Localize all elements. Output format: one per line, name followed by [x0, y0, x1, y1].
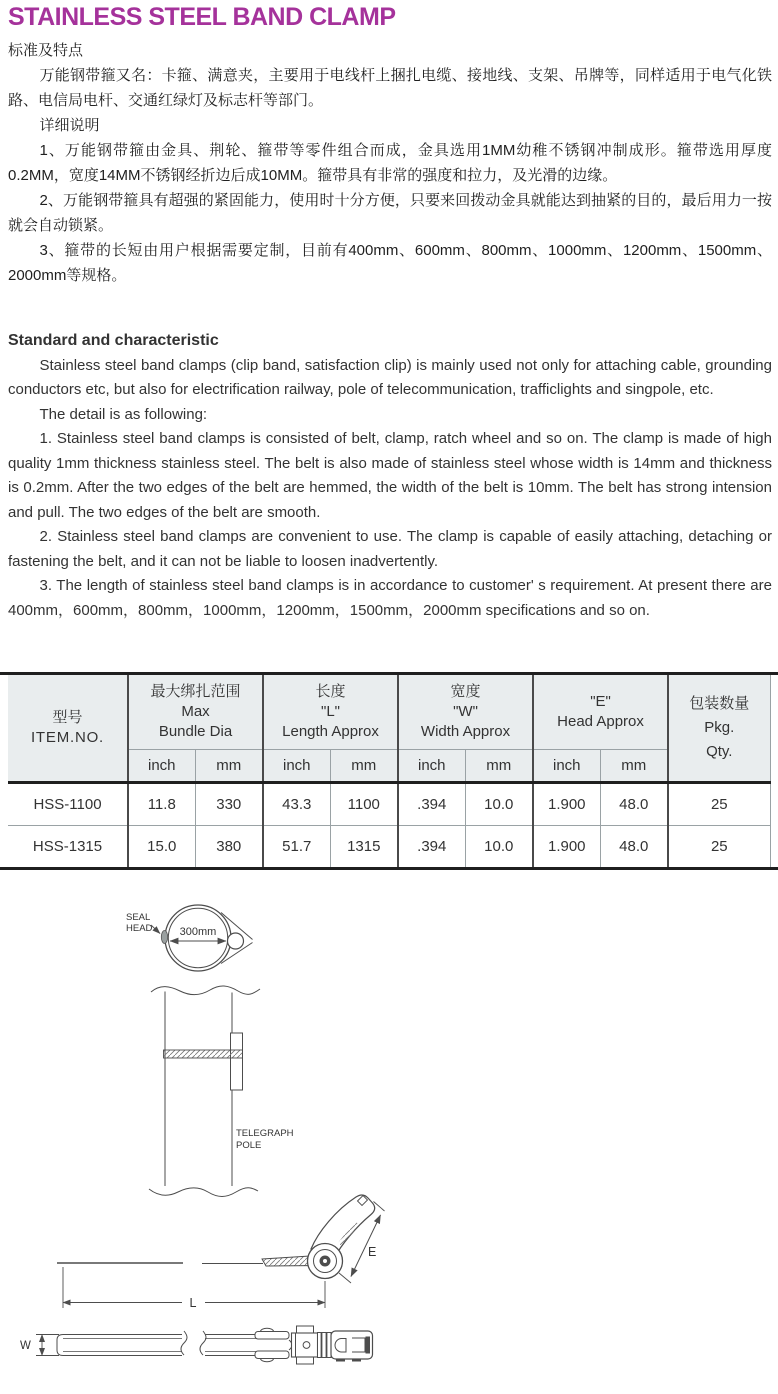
col-header-max-bundle: 最大绑扎范围 Max Bundle Dia	[128, 675, 263, 749]
col-header-length: 长度 "L" Length Approx	[263, 675, 398, 749]
en-item-1: 1. Stainless steel band clamps is consisted of belt, clamp, ratch wheel and so on. The clamp is made of high quality 1mm thickness stainless steel. The belt is also made of stainless steel whose width is 14mm and thickness is 0.2mm. After the two edges of the belt are hemmed, the width of the belt is 10mm. The belt has strong intension and pull. The two edges of the belt are smooth.	[8, 430, 772, 521]
zh-heading: 标准及特点	[8, 42, 84, 59]
telegraph-pole-diagram	[149, 986, 294, 1197]
pole-band-clamp	[164, 1050, 243, 1058]
zh-subheading: 详细说明	[39, 117, 100, 134]
zh-item-1: 1、万能钢带箍由金具、荆轮、箍带等零件组合而成，金具选用1MM幼稚不锈钢冲制成形。箍带选用厚度0.2MM，宽度14MM不锈钢经折边后成10MM。箍带具有非常的强度和拉力，及光滑的边缘。	[8, 142, 772, 184]
band-top-view-diagram	[20, 1326, 373, 1364]
cell-item: HSS-1100	[8, 782, 128, 825]
w-dimension-label: W	[20, 1340, 31, 1352]
en-heading: Standard and characteristic	[8, 332, 219, 349]
zh-paragraph-intro: 万能钢带箍又名：卡箍、满意夹，主要用于电线杆上捆扎电缆、接地线、支架、吊牌等，同样适用于电气化铁路、电信局电杆、交通红绿灯及标志杆等部门。	[8, 67, 772, 109]
table-row: HSS-1100 11.8 330 43.3 1100 .394 10.0 1.900 48.0 25	[8, 782, 770, 825]
subheader-max-inch: inch	[128, 749, 195, 782]
en-paragraph-intro: Stainless steel band clamps (clip band, satisfaction clip) is mainly used not only for attaching cable, grounding conductors etc, but also for electrification railway, pole of telecommunication, trafficlights and singpole, etc.	[8, 356, 772, 398]
en-item-3: 3. The length of stainless steel band clamps is in accordance to customer' s requirement. At present there are 400mm，600mm，800mm，1000mm，1200mm，1500mm，2000mm specifications and so on.	[8, 577, 772, 619]
pole-label-line1: TELEGRAPH	[236, 1128, 294, 1139]
seal-head-mark	[161, 931, 167, 944]
seal-head-label-line1: SEAL	[126, 912, 151, 923]
pole-label-line2: POLE	[236, 1140, 262, 1151]
subheader-w-mm: mm	[465, 749, 533, 782]
subheader-e-inch: inch	[533, 749, 600, 782]
clamp-side-view-diagram	[57, 1195, 385, 1310]
chinese-section	[8, 38, 772, 288]
page-title: STAINLESS STEEL BAND CLAMP	[8, 3, 396, 31]
band-diameter-diagram	[126, 905, 253, 971]
subheader-len-mm: mm	[330, 749, 398, 782]
col-header-head-approx: "E" Head Approx	[533, 675, 668, 749]
col-header-item-zh: 型号	[52, 708, 83, 726]
subheader-e-mm: mm	[600, 749, 668, 782]
col-header-item-no	[8, 675, 128, 782]
en-paragraph-detail: The detail is as following:	[39, 405, 208, 423]
subheader-len-inch: inch	[263, 749, 330, 782]
subheader-w-inch: inch	[398, 749, 465, 782]
english-section	[8, 329, 772, 623]
clamp-head-circle	[228, 933, 244, 949]
product-diagrams	[0, 895, 778, 1394]
pole-plate	[231, 1033, 243, 1090]
zh-item-2: 2、万能钢带箍具有超强的紧固能力，使用时十分方便，只要来回拨动金具就能达到抽紧的目的，最后用力一按就会自动锁紧。	[8, 192, 772, 234]
col-header-pkg-qty: 包装数量 Pkg. Qty.	[668, 675, 770, 782]
spec-table	[8, 675, 771, 867]
l-dimension-label: L	[189, 1296, 197, 1310]
e-dimension-label: E	[368, 1245, 377, 1259]
en-item-2: 2. Stainless steel band clamps are convenient to use. The clamp is capable of easily attaching, detaching or fastening the belt, and it can not be liable to loosen inadvertently.	[8, 528, 772, 570]
zh-item-3: 3、箍带的长短由用户根据需要定制，目前有400mm、600mm、800mm、1000mm、1200mm、1500mm、2000mm等规格。	[8, 242, 772, 284]
subheader-max-mm: mm	[195, 749, 263, 782]
table-row: HSS-1315 15.0 380 51.7 1315 .394 10.0 1.900 48.0 25	[8, 825, 770, 867]
cell-item: HSS-1315	[8, 825, 128, 867]
seal-head-label-line2: HEAD	[126, 923, 153, 934]
col-header-item-en: ITEM.NO.	[30, 728, 105, 746]
diameter-label: 300mm	[179, 926, 217, 938]
buckle-mechanism	[255, 1326, 373, 1364]
spec-table-wrap	[0, 672, 778, 870]
col-header-width: 宽度 "W" Width Approx	[398, 675, 533, 749]
